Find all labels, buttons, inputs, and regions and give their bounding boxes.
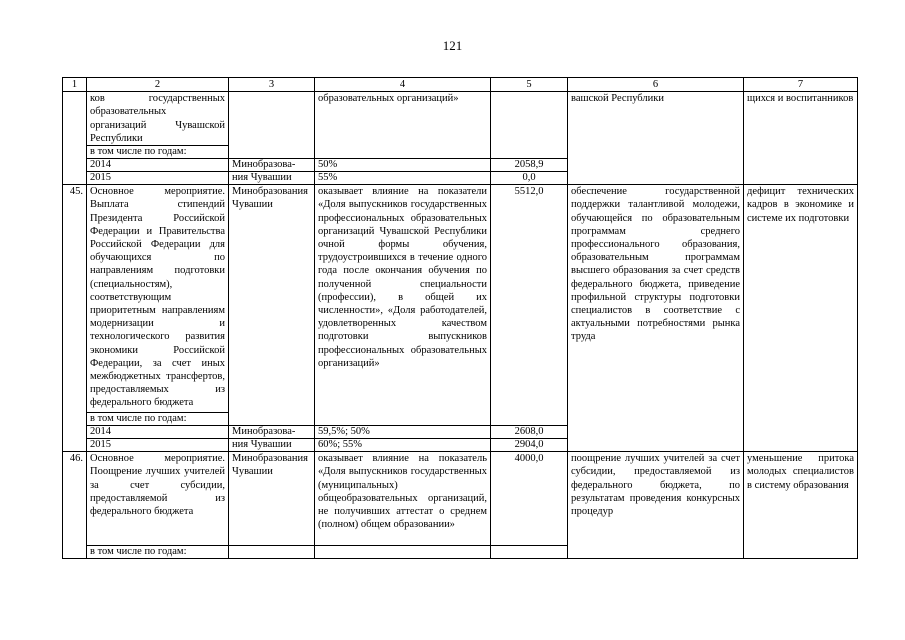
year-cell: 2015 (87, 439, 229, 452)
indicator-value: 55% (315, 172, 491, 185)
column-header: 5 (491, 78, 568, 92)
event-description: Основное мероприятие. Выплата стипендий Президента Российской Федерации и Правительства Российской Федерации для обучающихся по направлениям подготовки (специальностям), соответствующим приоритетным направлениям модернизации и технологического развития экономики Российской Федерации, за счет иных межбюджетных трансфертов, предоставляемых из федерального бюджета (87, 185, 229, 413)
row-number (63, 92, 87, 185)
funding-amount: 0,0 (491, 172, 568, 185)
executor-cell (229, 546, 315, 559)
event-description: ков государственных образовательных организаций Чувашской Республики (87, 92, 229, 146)
funding-amount: 2904,0 (491, 439, 568, 452)
column-header: 7 (744, 78, 858, 92)
column-header: 1 (63, 78, 87, 92)
year-cell: 2014 (87, 426, 229, 439)
indicator-value: 50% (315, 159, 491, 172)
indicator-value: 60%; 55% (315, 439, 491, 452)
column-header: 2 (87, 78, 229, 92)
column-header: 4 (315, 78, 491, 92)
table-row (63, 185, 858, 413)
risk-text: уменьшение притока молодых специалистов в систему образования (744, 452, 858, 559)
funding-amount (491, 92, 568, 159)
indicator-text: оказывает влияние на показатели «Доля выпускников государственных профессиональных образовательных организаций Чувашской Республики очной формы обучения, трудоустроившихся в течение одного года после окончания обучения по полученной специальности (профессии), в общей их численности», «Доля работодателей, удовлетворенных качеством подготовки выпускников профессиональных образовательных организаций» (315, 185, 491, 426)
risk-text: дефицит технических кадров в экономике и системе их подготовки (744, 185, 858, 452)
indicator-text (315, 546, 491, 559)
executor-cell: Минобразования Чувашии (229, 185, 315, 426)
executor-cell: ния Чувашии (229, 172, 315, 185)
funding-amount: 2608,0 (491, 426, 568, 439)
risk-text: щихся и воспитанников (744, 92, 858, 185)
years-label: в том числе по годам: (87, 546, 229, 559)
table-row (63, 452, 858, 546)
event-description: Основное мероприятие. Поощрение лучших учителей за счет субсидии, предоставляемой из федерального бюджета (87, 452, 229, 546)
program-table (62, 77, 858, 559)
expected-result: обеспечение государственной поддержки талантливой молодежи, обучающейся по образовательным программам среднего профессионального образования, образовательным программам высшего образования за счет средств федерального бюджета, приведение профильной структуры подготовки специалистов в соответствие с актуальными потребностями рынка труда (568, 185, 744, 452)
executor-cell: Минобразова- (229, 159, 315, 172)
executor-cell: Минобразова- (229, 426, 315, 439)
column-header: 6 (568, 78, 744, 92)
indicator-text: оказывает влияние на показатель «Доля выпускников государственных (муниципальных) общеобразовательных организаций, не получивших аттестат о среднем (полном) общем образовании» (315, 452, 491, 546)
indicator-text: образовательных организаций» (315, 92, 491, 159)
column-header: 3 (229, 78, 315, 92)
year-cell: 2015 (87, 172, 229, 185)
year-cell: 2014 (87, 159, 229, 172)
executor-cell (229, 92, 315, 159)
funding-amount: 2058,9 (491, 159, 568, 172)
expected-result: вашской Республики (568, 92, 744, 185)
years-label: в том числе по годам: (87, 413, 229, 426)
executor-cell: Минобразования Чувашии (229, 452, 315, 546)
table-row (63, 92, 858, 146)
funding-amount (491, 546, 568, 559)
indicator-value: 59,5%; 50% (315, 426, 491, 439)
years-label: в том числе по годам: (87, 146, 229, 159)
row-number: 45. (63, 185, 87, 452)
expected-result: поощрение лучших учителей за счет субсидии, предоставляемой из федерального бюджета, по результатам проведения конкурсных процедур (568, 452, 744, 559)
funding-amount: 4000,0 (491, 452, 568, 546)
executor-cell: ния Чувашии (229, 439, 315, 452)
funding-amount: 5512,0 (491, 185, 568, 426)
column-number-header (63, 78, 858, 92)
row-number: 46. (63, 452, 87, 559)
page-number: 121 (442, 38, 463, 53)
